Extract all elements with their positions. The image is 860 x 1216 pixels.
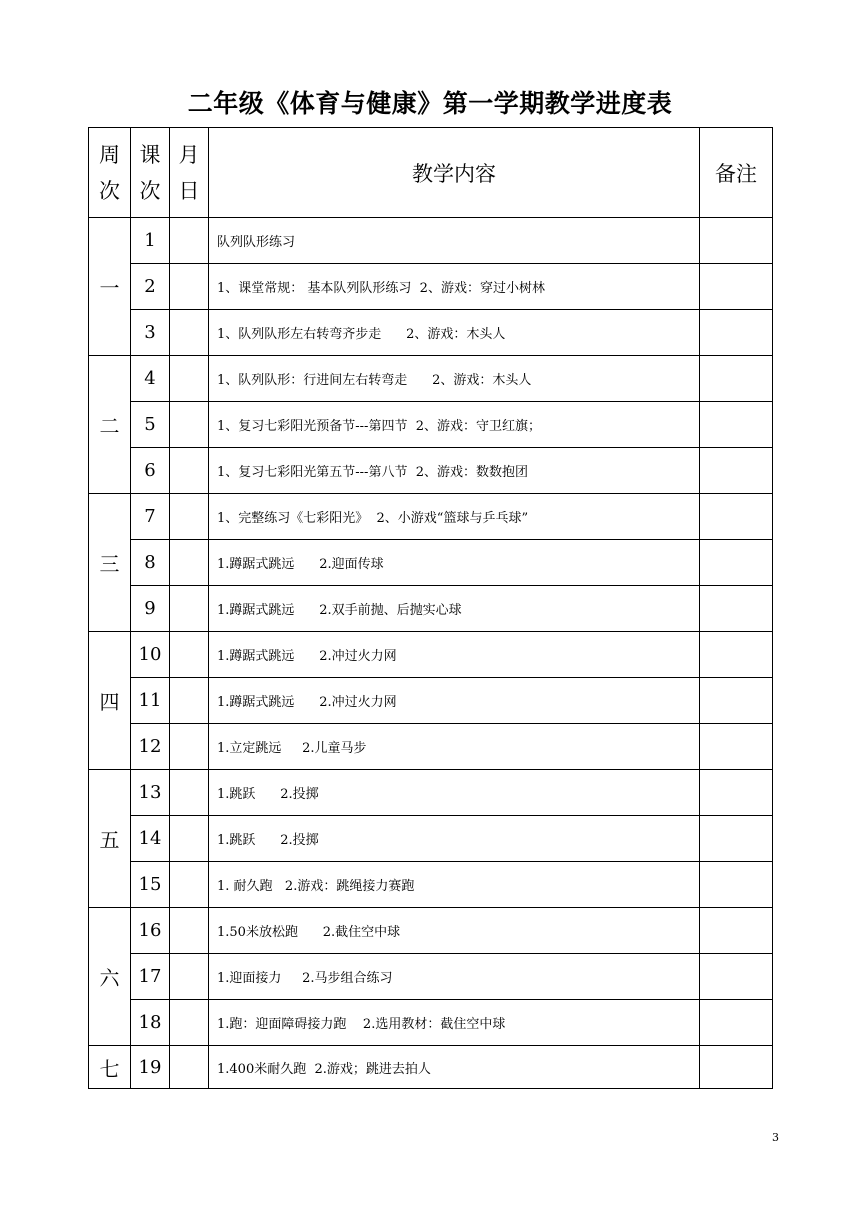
document-title: 二年级《体育与健康》第一学期教学进度表 (187, 89, 673, 118)
table-row (89, 1046, 773, 1089)
lesson-number-cell: 6 (131, 448, 170, 494)
content-cell: 1.50米放松跑 2.截住空中球 (209, 908, 700, 954)
lesson-number-cell: 4 (131, 356, 170, 402)
header-lesson: 课 次 (131, 128, 170, 218)
date-cell (170, 908, 209, 954)
note-cell (700, 402, 773, 448)
date-cell (170, 264, 209, 310)
table-row (89, 586, 773, 632)
content-cell: 1、复习七彩阳光预备节---第四节 2、游戏：守卫红旗； (209, 402, 700, 448)
week-cell: 四 (89, 632, 131, 770)
week-cell: 三 (89, 494, 131, 632)
table-row (89, 908, 773, 954)
note-cell (700, 724, 773, 770)
table-row (89, 448, 773, 494)
lesson-number-cell: 19 (131, 1046, 170, 1089)
date-cell (170, 770, 209, 816)
page-number: 3 (772, 1131, 779, 1144)
lesson-number-cell: 10 (131, 632, 170, 678)
note-cell (700, 954, 773, 1000)
note-cell (700, 356, 773, 402)
date-cell (170, 954, 209, 1000)
note-cell (700, 1000, 773, 1046)
content-cell: 1.跳跃 2.投掷 (209, 816, 700, 862)
lesson-number-cell: 12 (131, 724, 170, 770)
note-cell (700, 908, 773, 954)
teaching-schedule-table (88, 127, 773, 1089)
lesson-number-cell: 1 (131, 218, 170, 264)
table-row (89, 770, 773, 816)
date-cell (170, 1000, 209, 1046)
date-cell (170, 586, 209, 632)
note-cell (700, 494, 773, 540)
header-date: 月 日 (170, 128, 209, 218)
lesson-number-cell: 8 (131, 540, 170, 586)
note-cell (700, 816, 773, 862)
lesson-number-cell: 2 (131, 264, 170, 310)
header-note: 备注 (700, 128, 773, 218)
table-row (89, 816, 773, 862)
date-cell (170, 448, 209, 494)
content-cell: 1、课堂常规： 基本队列队形练习 2、游戏：穿过小树林 (209, 264, 700, 310)
date-cell (170, 678, 209, 724)
note-cell (700, 586, 773, 632)
lesson-number-cell: 15 (131, 862, 170, 908)
date-cell (170, 356, 209, 402)
week-cell: 五 (89, 770, 131, 908)
table-row (89, 540, 773, 586)
note-cell (700, 264, 773, 310)
table-header-row (89, 128, 773, 218)
content-cell: 1.蹲踞式跳远 2.迎面传球 (209, 540, 700, 586)
table-row (89, 862, 773, 908)
date-cell (170, 218, 209, 264)
content-cell: 1.蹲踞式跳远 2.冲过火力网 (209, 632, 700, 678)
note-cell (700, 770, 773, 816)
content-cell: 1.迎面接力 2.马步组合练习 (209, 954, 700, 1000)
content-cell: 1.蹲踞式跳远 2.双手前抛、后抛实心球 (209, 586, 700, 632)
table-row (89, 310, 773, 356)
lesson-number-cell: 17 (131, 954, 170, 1000)
lesson-number-cell: 16 (131, 908, 170, 954)
content-cell: 1、复习七彩阳光第五节---第八节 2、游戏：数数抱团 (209, 448, 700, 494)
week-cell: 六 (89, 908, 131, 1046)
content-cell: 队列队形练习 (209, 218, 700, 264)
content-cell: 1、队列队形左右转弯齐步走 2、游戏：木头人 (209, 310, 700, 356)
date-cell (170, 540, 209, 586)
content-cell: 1.跳跃 2.投掷 (209, 770, 700, 816)
note-cell (700, 632, 773, 678)
content-cell: 1.立定跳远 2.儿童马步 (209, 724, 700, 770)
lesson-number-cell: 14 (131, 816, 170, 862)
date-cell (170, 494, 209, 540)
content-cell: 1.蹲踞式跳远 2.冲过火力网 (209, 678, 700, 724)
lesson-number-cell: 9 (131, 586, 170, 632)
week-cell: 一 (89, 218, 131, 356)
header-content: 教学内容 (209, 128, 700, 218)
content-cell: 1、完整练习《七彩阳光》 2、小游戏“篮球与乒乓球” (209, 494, 700, 540)
table-row (89, 678, 773, 724)
date-cell (170, 402, 209, 448)
date-cell (170, 632, 209, 678)
date-cell (170, 1046, 209, 1089)
table-row (89, 218, 773, 264)
table-row (89, 724, 773, 770)
note-cell (700, 678, 773, 724)
lesson-number-cell: 11 (131, 678, 170, 724)
lesson-number-cell: 3 (131, 310, 170, 356)
table-row (89, 954, 773, 1000)
table-row (89, 356, 773, 402)
note-cell (700, 448, 773, 494)
date-cell (170, 724, 209, 770)
header-week: 周 次 (89, 128, 131, 218)
week-cell: 七 (89, 1046, 131, 1089)
date-cell (170, 816, 209, 862)
table-row (89, 264, 773, 310)
note-cell (700, 1046, 773, 1089)
content-cell: 1.400米耐久跑 2.游戏；跳进去拍人 (209, 1046, 700, 1089)
content-cell: 1、队列队形：行进间左右转弯走 2、游戏：木头人 (209, 356, 700, 402)
note-cell (700, 310, 773, 356)
date-cell (170, 310, 209, 356)
date-cell (170, 862, 209, 908)
lesson-number-cell: 7 (131, 494, 170, 540)
content-cell: 1.跑：迎面障碍接力跑 2.选用教材：截住空中球 (209, 1000, 700, 1046)
week-cell: 二 (89, 356, 131, 494)
lesson-number-cell: 18 (131, 1000, 170, 1046)
table-row (89, 1000, 773, 1046)
lesson-number-cell: 5 (131, 402, 170, 448)
table-row (89, 632, 773, 678)
note-cell (700, 862, 773, 908)
note-cell (700, 540, 773, 586)
table-row (89, 494, 773, 540)
table-row (89, 402, 773, 448)
note-cell (700, 218, 773, 264)
content-cell: 1. 耐久跑 2.游戏：跳绳接力赛跑 (209, 862, 700, 908)
lesson-number-cell: 13 (131, 770, 170, 816)
